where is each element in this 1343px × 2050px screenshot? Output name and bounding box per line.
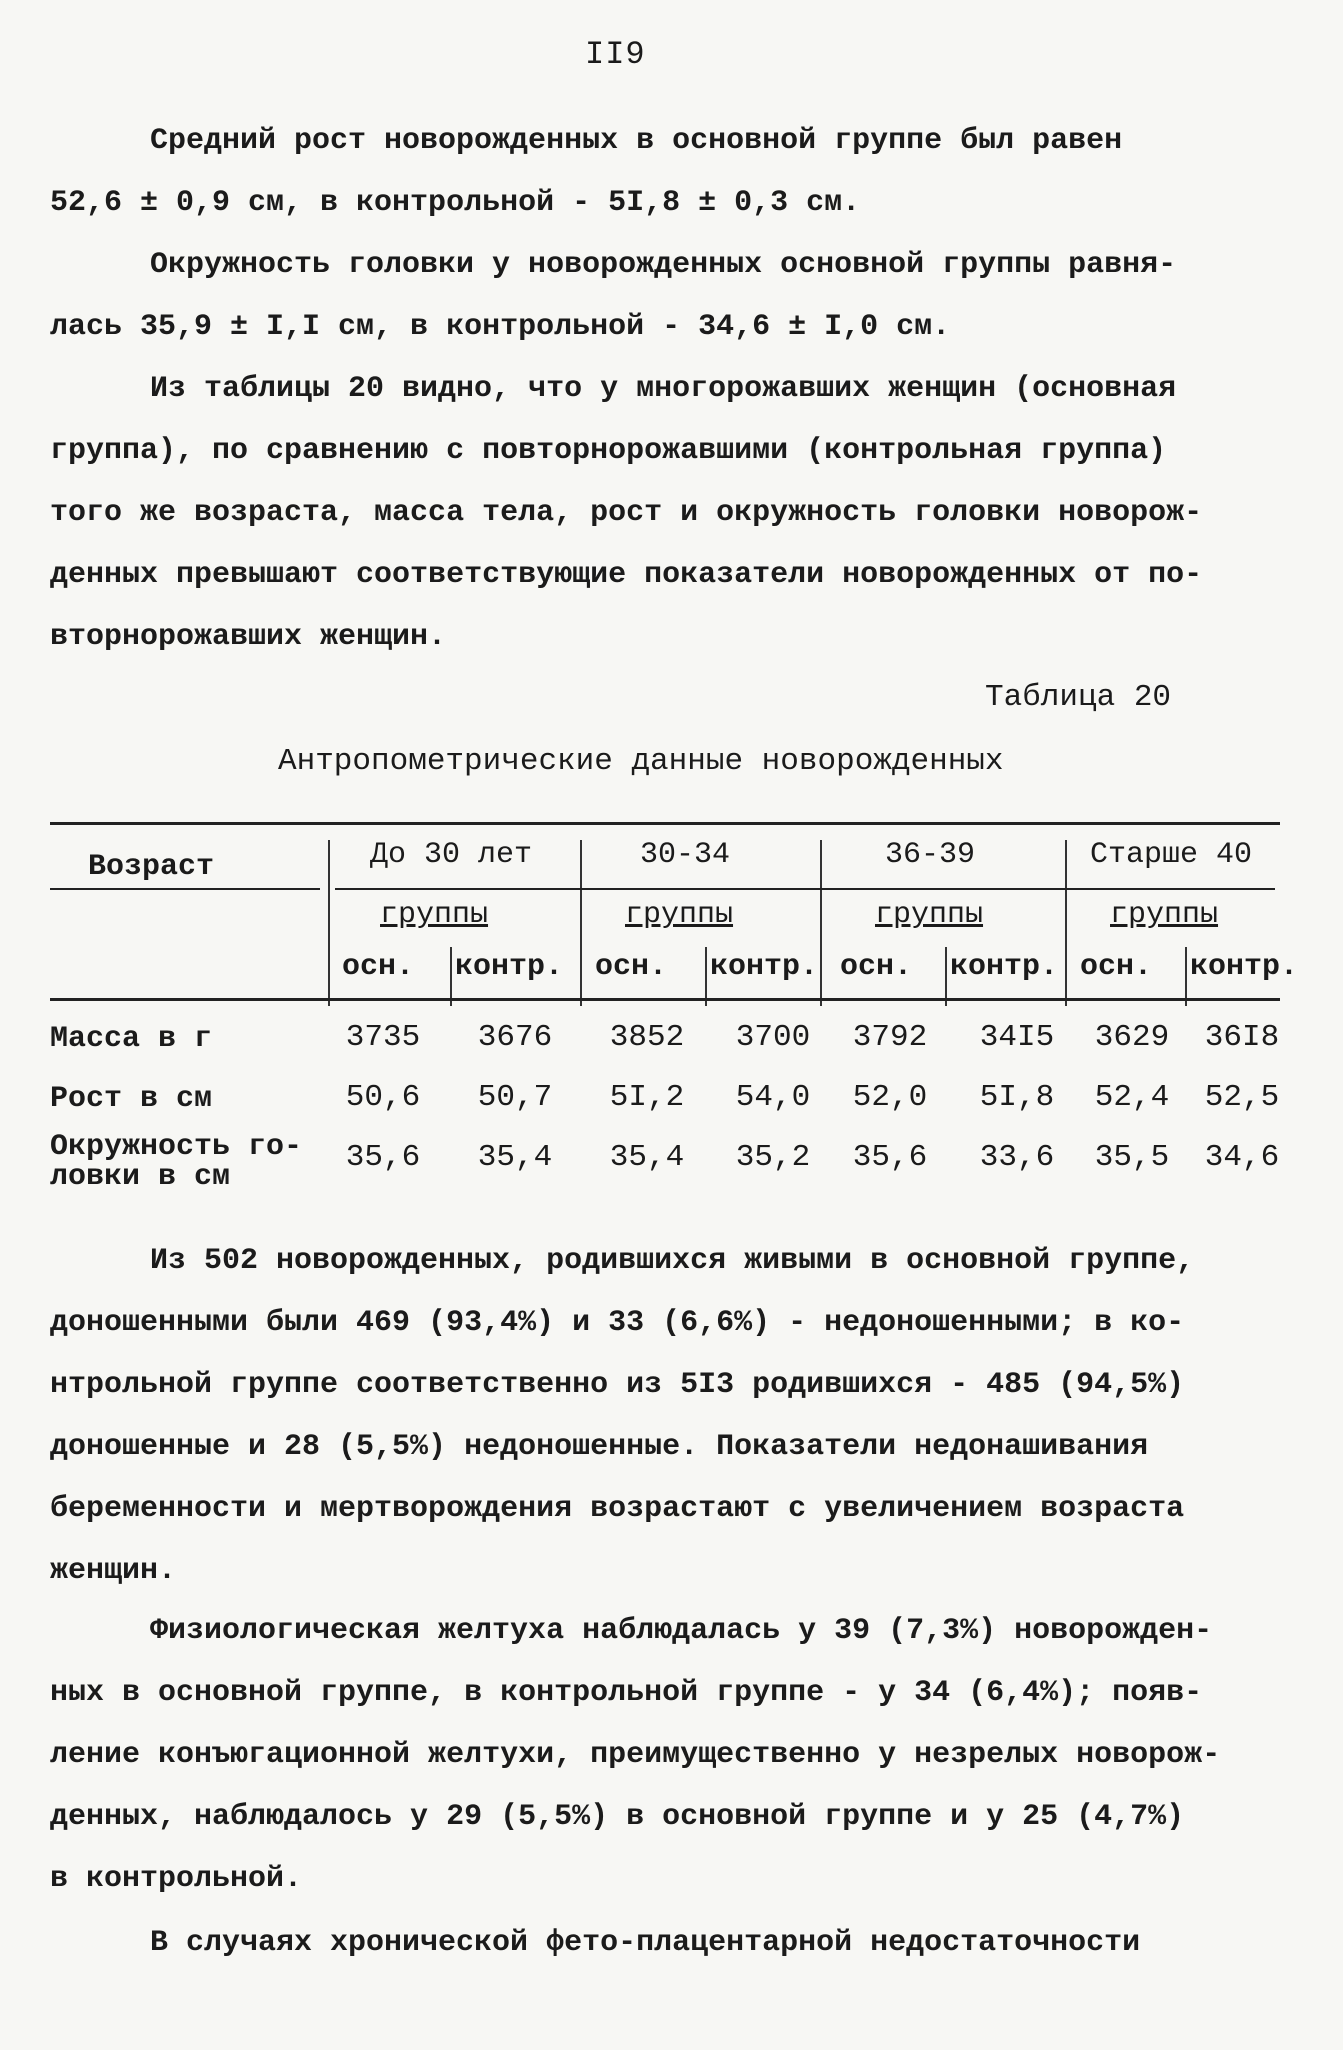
table-cell: 35,5 bbox=[1094, 1140, 1170, 1175]
table-cell: 35,4 bbox=[609, 1140, 685, 1175]
text-line: лась 35,9 ± I,I см, в контрольной - 34,6 ± I,0 см. bbox=[50, 310, 951, 344]
header-rule bbox=[335, 888, 1275, 890]
table-title: Антропометрические данные новорожденных bbox=[278, 744, 1004, 779]
table-cell: 35,4 bbox=[477, 1140, 553, 1175]
text-line: денных, наблюдалось у 29 (5,5%) в основной группе и у 25 (4,7%) bbox=[50, 1800, 1185, 1834]
table-cell: 54,0 bbox=[735, 1080, 811, 1115]
table-cell: 5I,8 bbox=[979, 1080, 1055, 1115]
text-line: доношенные и 28 (5,5%) недоношенные. Показатели недонашивания bbox=[50, 1430, 1149, 1464]
table-cell: 3735 bbox=[345, 1020, 421, 1055]
text-line: Физиологическая желтуха наблюдалась у 39 (7,3%) новорожден- bbox=[150, 1614, 1213, 1648]
text-line: беременности и мертворождения возрастают с увеличением возраста bbox=[50, 1492, 1185, 1526]
table-cell: 50,7 bbox=[477, 1080, 553, 1115]
table-cell: 50,6 bbox=[345, 1080, 421, 1115]
column-separator bbox=[580, 840, 582, 1006]
table-cell: 35,6 bbox=[852, 1140, 928, 1175]
text-line: 52,6 ± 0,9 см, в контрольной - 5I,8 ± 0,3 см. bbox=[50, 186, 861, 220]
header-bottom-rule bbox=[50, 998, 1280, 1001]
column-separator bbox=[820, 840, 822, 1006]
text-line: в контрольной. bbox=[50, 1862, 303, 1896]
age-group-header: До 30 лет bbox=[370, 838, 533, 872]
paragraph-1 bbox=[50, 110, 1270, 668]
text-line: Из таблицы 20 видно, что у многорожавших женщин (основная bbox=[150, 372, 1177, 406]
groups-label: группы bbox=[875, 898, 984, 932]
text-line: денных превышают соответствующие показатели новорожденных от по- bbox=[50, 558, 1203, 592]
sub-header-control: контр. bbox=[1190, 950, 1299, 984]
table-cell: 52,0 bbox=[852, 1080, 928, 1115]
column-separator bbox=[1065, 840, 1067, 1006]
table-cell: 52,5 bbox=[1204, 1080, 1280, 1115]
text-line: женщин. bbox=[50, 1554, 177, 1588]
sub-header-main: осн. bbox=[595, 950, 668, 984]
row-label-line: Окружность го- bbox=[50, 1130, 303, 1164]
paragraph-4 bbox=[50, 1912, 1270, 1974]
column-separator bbox=[328, 840, 330, 1006]
table-top-rule bbox=[50, 822, 1280, 825]
table-cell: 35,6 bbox=[345, 1140, 421, 1175]
table-cell: 3700 bbox=[735, 1020, 811, 1055]
groups-label: группы bbox=[625, 898, 734, 932]
text-line: вторнорожавших женщин. bbox=[50, 620, 447, 654]
table-cell: 3676 bbox=[477, 1020, 553, 1055]
table-label: Таблица 20 bbox=[985, 680, 1172, 715]
sub-header-main: осн. bbox=[840, 950, 913, 984]
text-line: того же возраста, масса тела, рост и окружность головки новорож- bbox=[50, 496, 1203, 530]
sub-header-main: осн. bbox=[1080, 950, 1153, 984]
table-cell: 34I5 bbox=[979, 1020, 1055, 1055]
text-line: ление конъюгационной желтухи, преимущественно у незрелых новорож- bbox=[50, 1738, 1221, 1772]
text-line: Окружность головки у новорожденных основной группы равня- bbox=[150, 248, 1177, 282]
text-line: ных в основной группе, в контрольной группе - у 34 (6,4%); появ- bbox=[50, 1676, 1203, 1710]
table-cell: 3852 bbox=[609, 1020, 685, 1055]
table-cell: 36I8 bbox=[1204, 1020, 1280, 1055]
text-line: доношенными были 469 (93,4%) и 33 (6,6%) - недоношенными; в ко- bbox=[50, 1306, 1185, 1340]
page-number: II9 bbox=[585, 36, 646, 73]
anthropometric-table bbox=[50, 822, 1299, 1212]
text-line: Из 502 новорожденных, родившихся живыми в основной группе, bbox=[150, 1244, 1195, 1278]
text-line: Средний рост новорожденных в основной группе был равен bbox=[150, 124, 1123, 158]
table-cell: 34,6 bbox=[1204, 1140, 1280, 1175]
row-label-line: ловки в см bbox=[50, 1160, 231, 1194]
table-cell: 3629 bbox=[1094, 1020, 1170, 1055]
table-cell: 3792 bbox=[852, 1020, 928, 1055]
groups-label: группы bbox=[380, 898, 489, 932]
sub-header-main: осн. bbox=[342, 950, 415, 984]
table-cell: 33,6 bbox=[979, 1140, 1055, 1175]
text-line: группа), по сравнению с повторнорожавшими (контрольная группа) bbox=[50, 434, 1167, 468]
age-group-header: 30-34 bbox=[640, 838, 731, 872]
groups-label: группы bbox=[1110, 898, 1219, 932]
text-line: нтрольной группе соответственно из 5I3 родившихся - 485 (94,5%) bbox=[50, 1368, 1185, 1402]
sub-header-control: контр. bbox=[455, 950, 564, 984]
table-cell: 52,4 bbox=[1094, 1080, 1170, 1115]
age-group-header: 36-39 bbox=[885, 838, 976, 872]
text-line: В случаях хронической фето-плацентарной недостаточности bbox=[150, 1926, 1141, 1960]
row-label: Рост в см bbox=[50, 1082, 213, 1116]
sub-header-control: контр. bbox=[710, 950, 819, 984]
table-cell: 35,2 bbox=[735, 1140, 811, 1175]
age-group-header: Старше 40 bbox=[1090, 838, 1253, 872]
paragraph-2 bbox=[50, 1230, 1270, 1602]
row-header-age: Возраст bbox=[88, 850, 215, 884]
row-label: Масса в г bbox=[50, 1022, 213, 1056]
header-underline bbox=[50, 888, 320, 890]
paragraph-3 bbox=[50, 1600, 1270, 1910]
sub-header-control: контр. bbox=[950, 950, 1059, 984]
table-cell: 5I,2 bbox=[609, 1080, 685, 1115]
row-label bbox=[50, 1132, 302, 1192]
